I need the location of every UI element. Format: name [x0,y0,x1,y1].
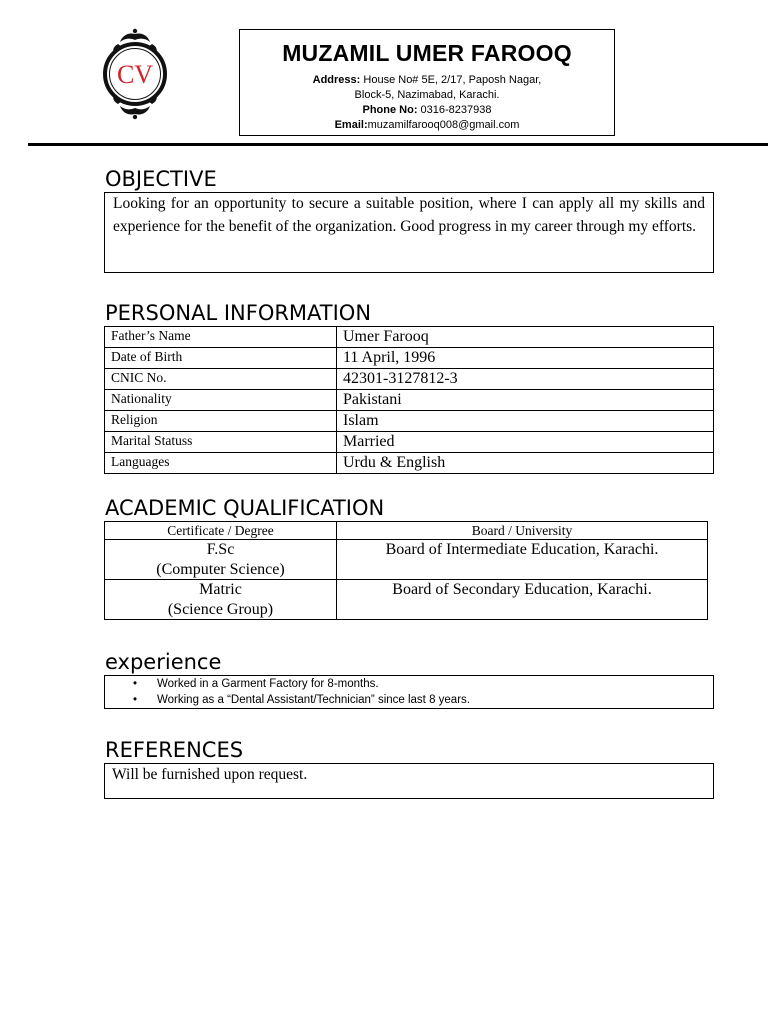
table-header-row [105,522,708,540]
address-line-1 [240,73,614,88]
field-label: CNIC No. [105,369,337,390]
list-item [133,692,713,708]
degree-name: F.Sc [206,541,235,558]
logo-text: CV [116,60,154,89]
table-row [105,411,714,432]
field-value: Urdu & English [337,453,714,474]
field-value: Umer Farooq [337,327,714,348]
degree-cell [105,540,337,580]
objective-box [104,192,714,273]
degree-name: Matric [199,581,242,598]
contact-header [239,29,615,136]
address-value: House No# 5E, 2/17, Paposh Nagar, [363,74,542,86]
bullet-icon: • [133,694,138,706]
candidate-name: MUZAMIL UMER FAROOQ [282,40,572,66]
references-text: Will be furnished upon request. [112,766,308,783]
field-label: Marital Statuss [105,432,337,453]
list-item [133,676,713,692]
field-label: Languages [105,453,337,474]
experience-list [105,676,713,708]
email-label: Email: [334,119,368,131]
cv-logo [98,26,172,122]
field-label: Date of Birth [105,348,337,369]
academic-title: ACADEMIC QUALIFICATION [105,496,385,520]
table-row [105,540,708,580]
experience-text: Working as a “Dental Assistant/Technician” since last 8 years. [157,694,470,706]
objective-title: OBJECTIVE [105,167,217,191]
references-title: REFERENCES [105,738,244,762]
table-row [105,453,714,474]
degree-subject: (Science Group) [167,600,274,618]
email-line [240,118,614,133]
phone-line [240,103,614,118]
email-value: muzamilfarooq008@gmail.com [367,119,520,131]
table-row [105,327,714,348]
table-row [105,348,714,369]
phone-value: 0316-8237938 [420,104,492,116]
degree-cell [105,580,337,620]
field-value: Married [337,432,714,453]
table-row [105,580,708,620]
field-label: Father’s Name [105,327,337,348]
experience-text: Worked in a Garment Factory for 8-months. [157,678,379,690]
header-divider [28,143,768,146]
board-cell: Board of Intermediate Education, Karachi. [337,540,708,580]
references-box [104,763,714,799]
table-row [105,432,714,453]
field-label: Nationality [105,390,337,411]
field-value: 11 April, 1996 [337,348,714,369]
board-cell: Board of Secondary Education, Karachi. [337,580,708,620]
address-line-2: Block-5, Nazimabad, Karachi. [354,89,500,101]
field-value: Pakistani [337,390,714,411]
field-value: 42301-3127812-3 [337,369,714,390]
table-row [105,390,714,411]
address-label: Address: [312,74,361,86]
column-header-degree: Certificate / Degree [105,522,337,540]
bullet-icon: • [133,678,138,690]
table-row [105,369,714,390]
academic-table [104,521,708,620]
objective-text: Looking for an opportunity to secure a suitable position, where I can apply all my skills and experience for the benefit of the organization. Good progress in my career through my efforts. [113,195,705,235]
experience-box [104,675,714,709]
degree-subject: (Computer Science) [156,560,285,578]
phone-label: Phone No: [362,104,418,116]
personal-info-table [104,326,714,474]
field-value: Islam [337,411,714,432]
field-label: Religion [105,411,337,432]
experience-title: experience [105,650,222,674]
column-header-board: Board / University [337,522,708,540]
personal-info-title: PERSONAL INFORMATION [105,301,372,325]
